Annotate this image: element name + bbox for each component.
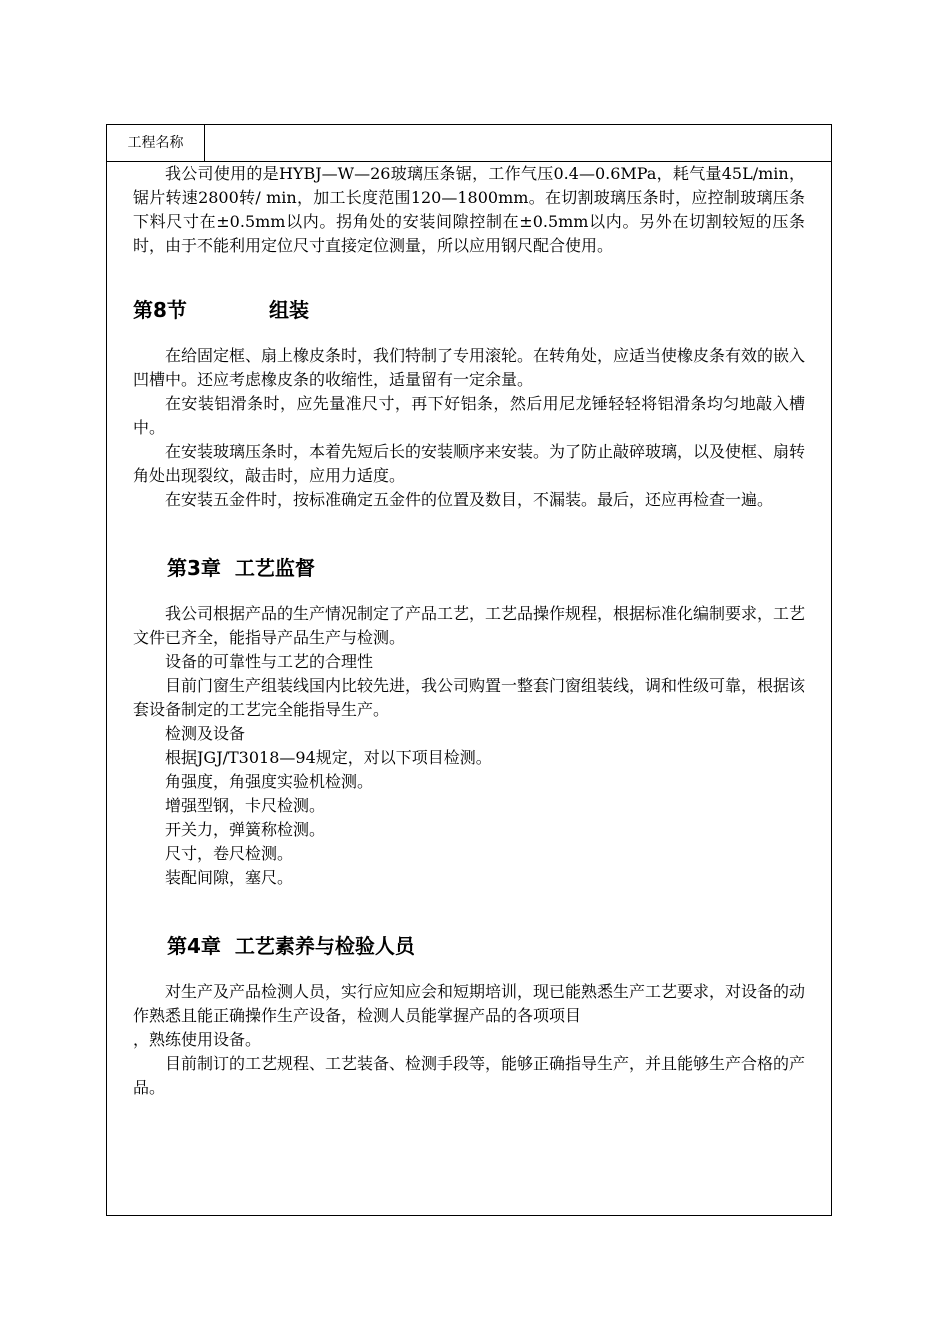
paragraph: 检测及设备 — [165, 724, 246, 743]
chapter-title: 工艺素养与检验人员 — [234, 934, 415, 958]
paragraph: 装配间隙，塞尺。 — [165, 868, 294, 887]
section-number: 第8节 — [133, 298, 187, 322]
project-name-value — [205, 125, 831, 161]
chapter-number: 第3章 — [167, 556, 221, 580]
paragraph: 根据JGJ/T3018—94规定，对以下项目检测。 — [165, 748, 492, 767]
paragraph: 增强型钢，卡尺检测。 — [165, 796, 326, 815]
paragraph: 我公司根据产品的生产情况制定了产品工艺，工艺品操作规程，根据标准化编制要求，工艺文件已齐全，能指导产品生产与检测。 — [133, 604, 806, 647]
paragraph: ，熟练使用设备。 — [133, 1030, 262, 1049]
document-table — [106, 124, 832, 1216]
paragraph: 在安装五金件时，按标准确定五金件的位置及数目，不漏装。最后，还应再检查一遍。 — [165, 490, 774, 509]
paragraph: 目前制订的工艺规程、工艺装备、检测手段等，能够正确指导生产，并且能够生产合格的产品。 — [133, 1054, 806, 1097]
paragraph: 对生产及产品检测人员，实行应知应会和短期培训，现已能熟悉生产工艺要求，对设备的动作熟悉且能正确操作生产设备，检测人员能掌握产品的各项项目 — [133, 982, 806, 1025]
paragraph: 角强度，角强度实验机检测。 — [165, 772, 374, 791]
paragraph: 设备的可靠性与工艺的合理性 — [165, 652, 374, 671]
chapter-3-heading — [133, 554, 805, 582]
section-8-heading — [133, 296, 805, 324]
content-area — [133, 162, 805, 1100]
paragraph: 尺寸，卷尺检测。 — [165, 844, 294, 863]
header-row — [107, 125, 831, 162]
paragraph: 开关力，弹簧称检测。 — [165, 820, 326, 839]
section-title: 组装 — [269, 298, 309, 322]
chapter-title: 工艺监督 — [234, 556, 315, 580]
project-name-label: 工程名称 — [107, 125, 205, 161]
paragraph: 在安装铝滑条时，应先量准尺寸，再下好铝条，然后用尼龙锤轻轻将铝滑条均匀地敲入槽中。 — [133, 394, 805, 437]
intro-paragraph: 我公司使用的是HYBJ—W—26玻璃压条锯，工作气压0.4—0.6MPa，耗气量45L/min，锯片转速2800转/ min，加工长度范围120—1800mm。在切割玻璃压条时，应控制玻璃压条下料尺寸在±0.5mm以内。拐角处的安装间隙控制在±0.5mm以内。另外在切割较短的压条时，由于不能利用定位尺寸直接定位测量，所以应用钢尺配合使用。 — [133, 164, 805, 255]
paragraph: 目前门窗生产组装线国内比较先进，我公司购置一整套门窗组装线，调和性级可靠，根据该套设备制定的工艺完全能指导生产。 — [133, 676, 806, 719]
paragraph: 在安装玻璃压条时，本着先短后长的安装顺序来安装。为了防止敲碎玻璃，以及使框、扇转角处出现裂纹，敲击时，应用力适度。 — [133, 442, 806, 485]
chapter-number: 第4章 — [167, 934, 221, 958]
chapter-4-heading — [133, 932, 805, 960]
paragraph: 在给固定框、扇上橡皮条时，我们特制了专用滚轮。在转角处，应适当使橡皮条有效的嵌入凹槽中。还应考虑橡皮条的收缩性，适量留有一定余量。 — [133, 346, 806, 389]
